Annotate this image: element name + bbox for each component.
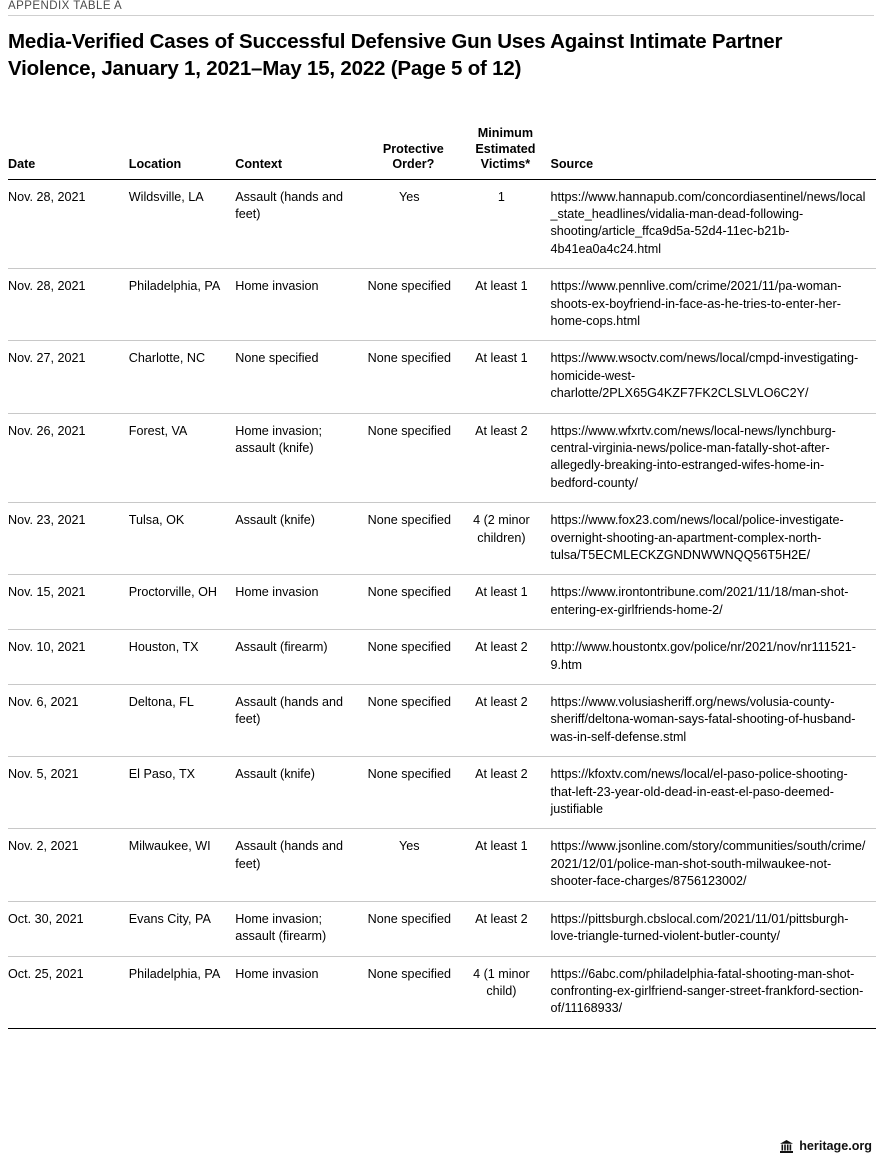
cell-min-victims: 4 (1 minor child) bbox=[460, 956, 550, 1028]
cell-context: None specified bbox=[235, 341, 366, 413]
cell-protective-order: None specified bbox=[366, 757, 460, 829]
column-header-context: Context bbox=[235, 126, 366, 179]
appendix-label: APPENDIX TABLE A bbox=[8, 0, 123, 12]
cell-protective-order: Yes bbox=[366, 179, 460, 269]
column-header-location: Location bbox=[129, 126, 235, 179]
cell-protective-order: None specified bbox=[366, 956, 460, 1028]
cell-source[interactable]: https://6abc.com/philadelphia-fatal-shooting-man-shot-confronting-ex-girlfriend-sanger-street-frankford-section-of/11168933/ bbox=[550, 956, 876, 1028]
table-row bbox=[8, 829, 876, 901]
table-row bbox=[8, 901, 876, 956]
column-header-min-victims: Minimum Estimated Victims* bbox=[460, 126, 550, 179]
cell-protective-order: None specified bbox=[366, 901, 460, 956]
cell-location: El Paso, TX bbox=[129, 757, 235, 829]
cell-context: Assault (hands and feet) bbox=[235, 179, 366, 269]
table-row bbox=[8, 179, 876, 269]
cell-context: Assault (hands and feet) bbox=[235, 829, 366, 901]
cell-location: Deltona, FL bbox=[129, 685, 235, 757]
cell-location: Forest, VA bbox=[129, 413, 235, 503]
table-row bbox=[8, 503, 876, 575]
cell-min-victims: At least 2 bbox=[460, 685, 550, 757]
cell-source[interactable]: https://www.wfxrtv.com/news/local-news/lynchburg-central-virginia-news/police-man-fatally-shot-after-allegedly-breaking-into-estranged-wifes-home-in-bedford-county/ bbox=[550, 413, 876, 503]
cell-location: Evans City, PA bbox=[129, 901, 235, 956]
cell-location: Philadelphia, PA bbox=[129, 956, 235, 1028]
cell-location: Philadelphia, PA bbox=[129, 269, 235, 341]
dgu-cases-table bbox=[8, 126, 876, 1029]
cell-date: Nov. 28, 2021 bbox=[8, 269, 129, 341]
cell-source[interactable]: https://www.wsoctv.com/news/local/cmpd-investigating-homicide-west-charlotte/2PLX65G4KZF7FK2CLSLVLO6C2Y/ bbox=[550, 341, 876, 413]
cell-date: Nov. 15, 2021 bbox=[8, 575, 129, 630]
cell-min-victims: At least 1 bbox=[460, 575, 550, 630]
cell-date: Nov. 5, 2021 bbox=[8, 757, 129, 829]
cell-context: Home invasion; assault (firearm) bbox=[235, 901, 366, 956]
column-header-date: Date bbox=[8, 126, 129, 179]
cell-location: Wildsville, LA bbox=[129, 179, 235, 269]
cell-date: Nov. 6, 2021 bbox=[8, 685, 129, 757]
cell-source[interactable]: https://kfoxtv.com/news/local/el-paso-police-shooting-that-left-23-year-old-dead-in-east-el-paso-deemed-justifiable bbox=[550, 757, 876, 829]
header-divider bbox=[8, 15, 874, 16]
cell-location: Houston, TX bbox=[129, 630, 235, 685]
page-title: Media-Verified Cases of Successful Defensive Gun Uses Against Intimate Partner Violence, January 1, 2021–May 15, 2022 (Page 5 of 12) bbox=[8, 30, 783, 80]
cell-context: Home invasion; assault (knife) bbox=[235, 413, 366, 503]
cell-context: Assault (knife) bbox=[235, 503, 366, 575]
cell-source[interactable]: https://www.irontontribune.com/2021/11/18/man-shot-entering-ex-girlfriends-home-2/ bbox=[550, 575, 876, 630]
footer-label: heritage.org bbox=[799, 1139, 872, 1153]
cell-min-victims: At least 1 bbox=[460, 829, 550, 901]
cell-protective-order: Yes bbox=[366, 829, 460, 901]
table-row bbox=[8, 341, 876, 413]
cell-location: Proctorville, OH bbox=[129, 575, 235, 630]
cell-protective-order: None specified bbox=[366, 341, 460, 413]
table-row bbox=[8, 413, 876, 503]
cell-date: Nov. 28, 2021 bbox=[8, 179, 129, 269]
column-header-source: Source bbox=[550, 126, 876, 179]
cell-min-victims: At least 2 bbox=[460, 413, 550, 503]
cell-context: Home invasion bbox=[235, 575, 366, 630]
table-row bbox=[8, 757, 876, 829]
cell-date: Oct. 30, 2021 bbox=[8, 901, 129, 956]
table-header bbox=[8, 126, 876, 179]
table-row bbox=[8, 630, 876, 685]
cell-date: Nov. 27, 2021 bbox=[8, 341, 129, 413]
cell-source[interactable]: https://www.volusiasheriff.org/news/volusia-county-sheriff/deltona-woman-says-fatal-shooting-of-husband-was-in-self-defense.stml bbox=[550, 685, 876, 757]
cell-source[interactable]: https://www.fox23.com/news/local/police-investigate-overnight-shooting-an-apartment-complex-north-tulsa/T5ECMLECKZGNDNWWNQQ56T5H2E/ bbox=[550, 503, 876, 575]
cell-protective-order: None specified bbox=[366, 413, 460, 503]
heritage-logo-icon bbox=[780, 1140, 793, 1153]
cell-date: Nov. 2, 2021 bbox=[8, 829, 129, 901]
cell-protective-order: None specified bbox=[366, 630, 460, 685]
cell-location: Milwaukee, WI bbox=[129, 829, 235, 901]
cell-min-victims: 4 (2 minor children) bbox=[460, 503, 550, 575]
cell-source[interactable]: https://pittsburgh.cbslocal.com/2021/11/01/pittsburgh-love-triangle-turned-violent-butler-county/ bbox=[550, 901, 876, 956]
cell-protective-order: None specified bbox=[366, 575, 460, 630]
cell-min-victims: At least 2 bbox=[460, 901, 550, 956]
cell-context: Home invasion bbox=[235, 269, 366, 341]
table-row bbox=[8, 685, 876, 757]
cell-location: Tulsa, OK bbox=[129, 503, 235, 575]
cell-context: Home invasion bbox=[235, 956, 366, 1028]
cell-date: Nov. 23, 2021 bbox=[8, 503, 129, 575]
cell-protective-order: None specified bbox=[366, 269, 460, 341]
cell-date: Nov. 10, 2021 bbox=[8, 630, 129, 685]
column-header-protective-order: Protective Order? bbox=[366, 126, 460, 179]
cell-min-victims: 1 bbox=[460, 179, 550, 269]
cell-source[interactable]: http://www.houstontx.gov/police/nr/2021/nov/nr111521-9.htm bbox=[550, 630, 876, 685]
table-body bbox=[8, 179, 876, 1028]
table-row bbox=[8, 575, 876, 630]
cell-context: Assault (hands and feet) bbox=[235, 685, 366, 757]
footer bbox=[780, 1139, 872, 1153]
cell-protective-order: None specified bbox=[366, 503, 460, 575]
cell-source[interactable]: https://www.hannapub.com/concordiasentinel/news/local_state_headlines/vidalia-man-dead-following-shooting/article_ffca9d5a-52d4-11ec-b21b-4b41ea0a4c24.html bbox=[550, 179, 876, 269]
table-row bbox=[8, 269, 876, 341]
table-header-row bbox=[8, 126, 876, 179]
cell-date: Oct. 25, 2021 bbox=[8, 956, 129, 1028]
cell-protective-order: None specified bbox=[366, 685, 460, 757]
cell-min-victims: At least 1 bbox=[460, 341, 550, 413]
cell-context: Assault (firearm) bbox=[235, 630, 366, 685]
cell-date: Nov. 26, 2021 bbox=[8, 413, 129, 503]
cell-source[interactable]: https://www.pennlive.com/crime/2021/11/pa-woman-shoots-ex-boyfriend-in-face-as-he-tries-to-enter-her-home-cops.html bbox=[550, 269, 876, 341]
cell-context: Assault (knife) bbox=[235, 757, 366, 829]
cell-source[interactable]: https://www.jsonline.com/story/communities/south/crime/2021/12/01/police-man-shot-south-milwaukee-not-shooter-face-charges/8756123002/ bbox=[550, 829, 876, 901]
cell-min-victims: At least 2 bbox=[460, 757, 550, 829]
cell-location: Charlotte, NC bbox=[129, 341, 235, 413]
table-row bbox=[8, 956, 876, 1028]
cell-min-victims: At least 2 bbox=[460, 630, 550, 685]
cell-min-victims: At least 1 bbox=[460, 269, 550, 341]
